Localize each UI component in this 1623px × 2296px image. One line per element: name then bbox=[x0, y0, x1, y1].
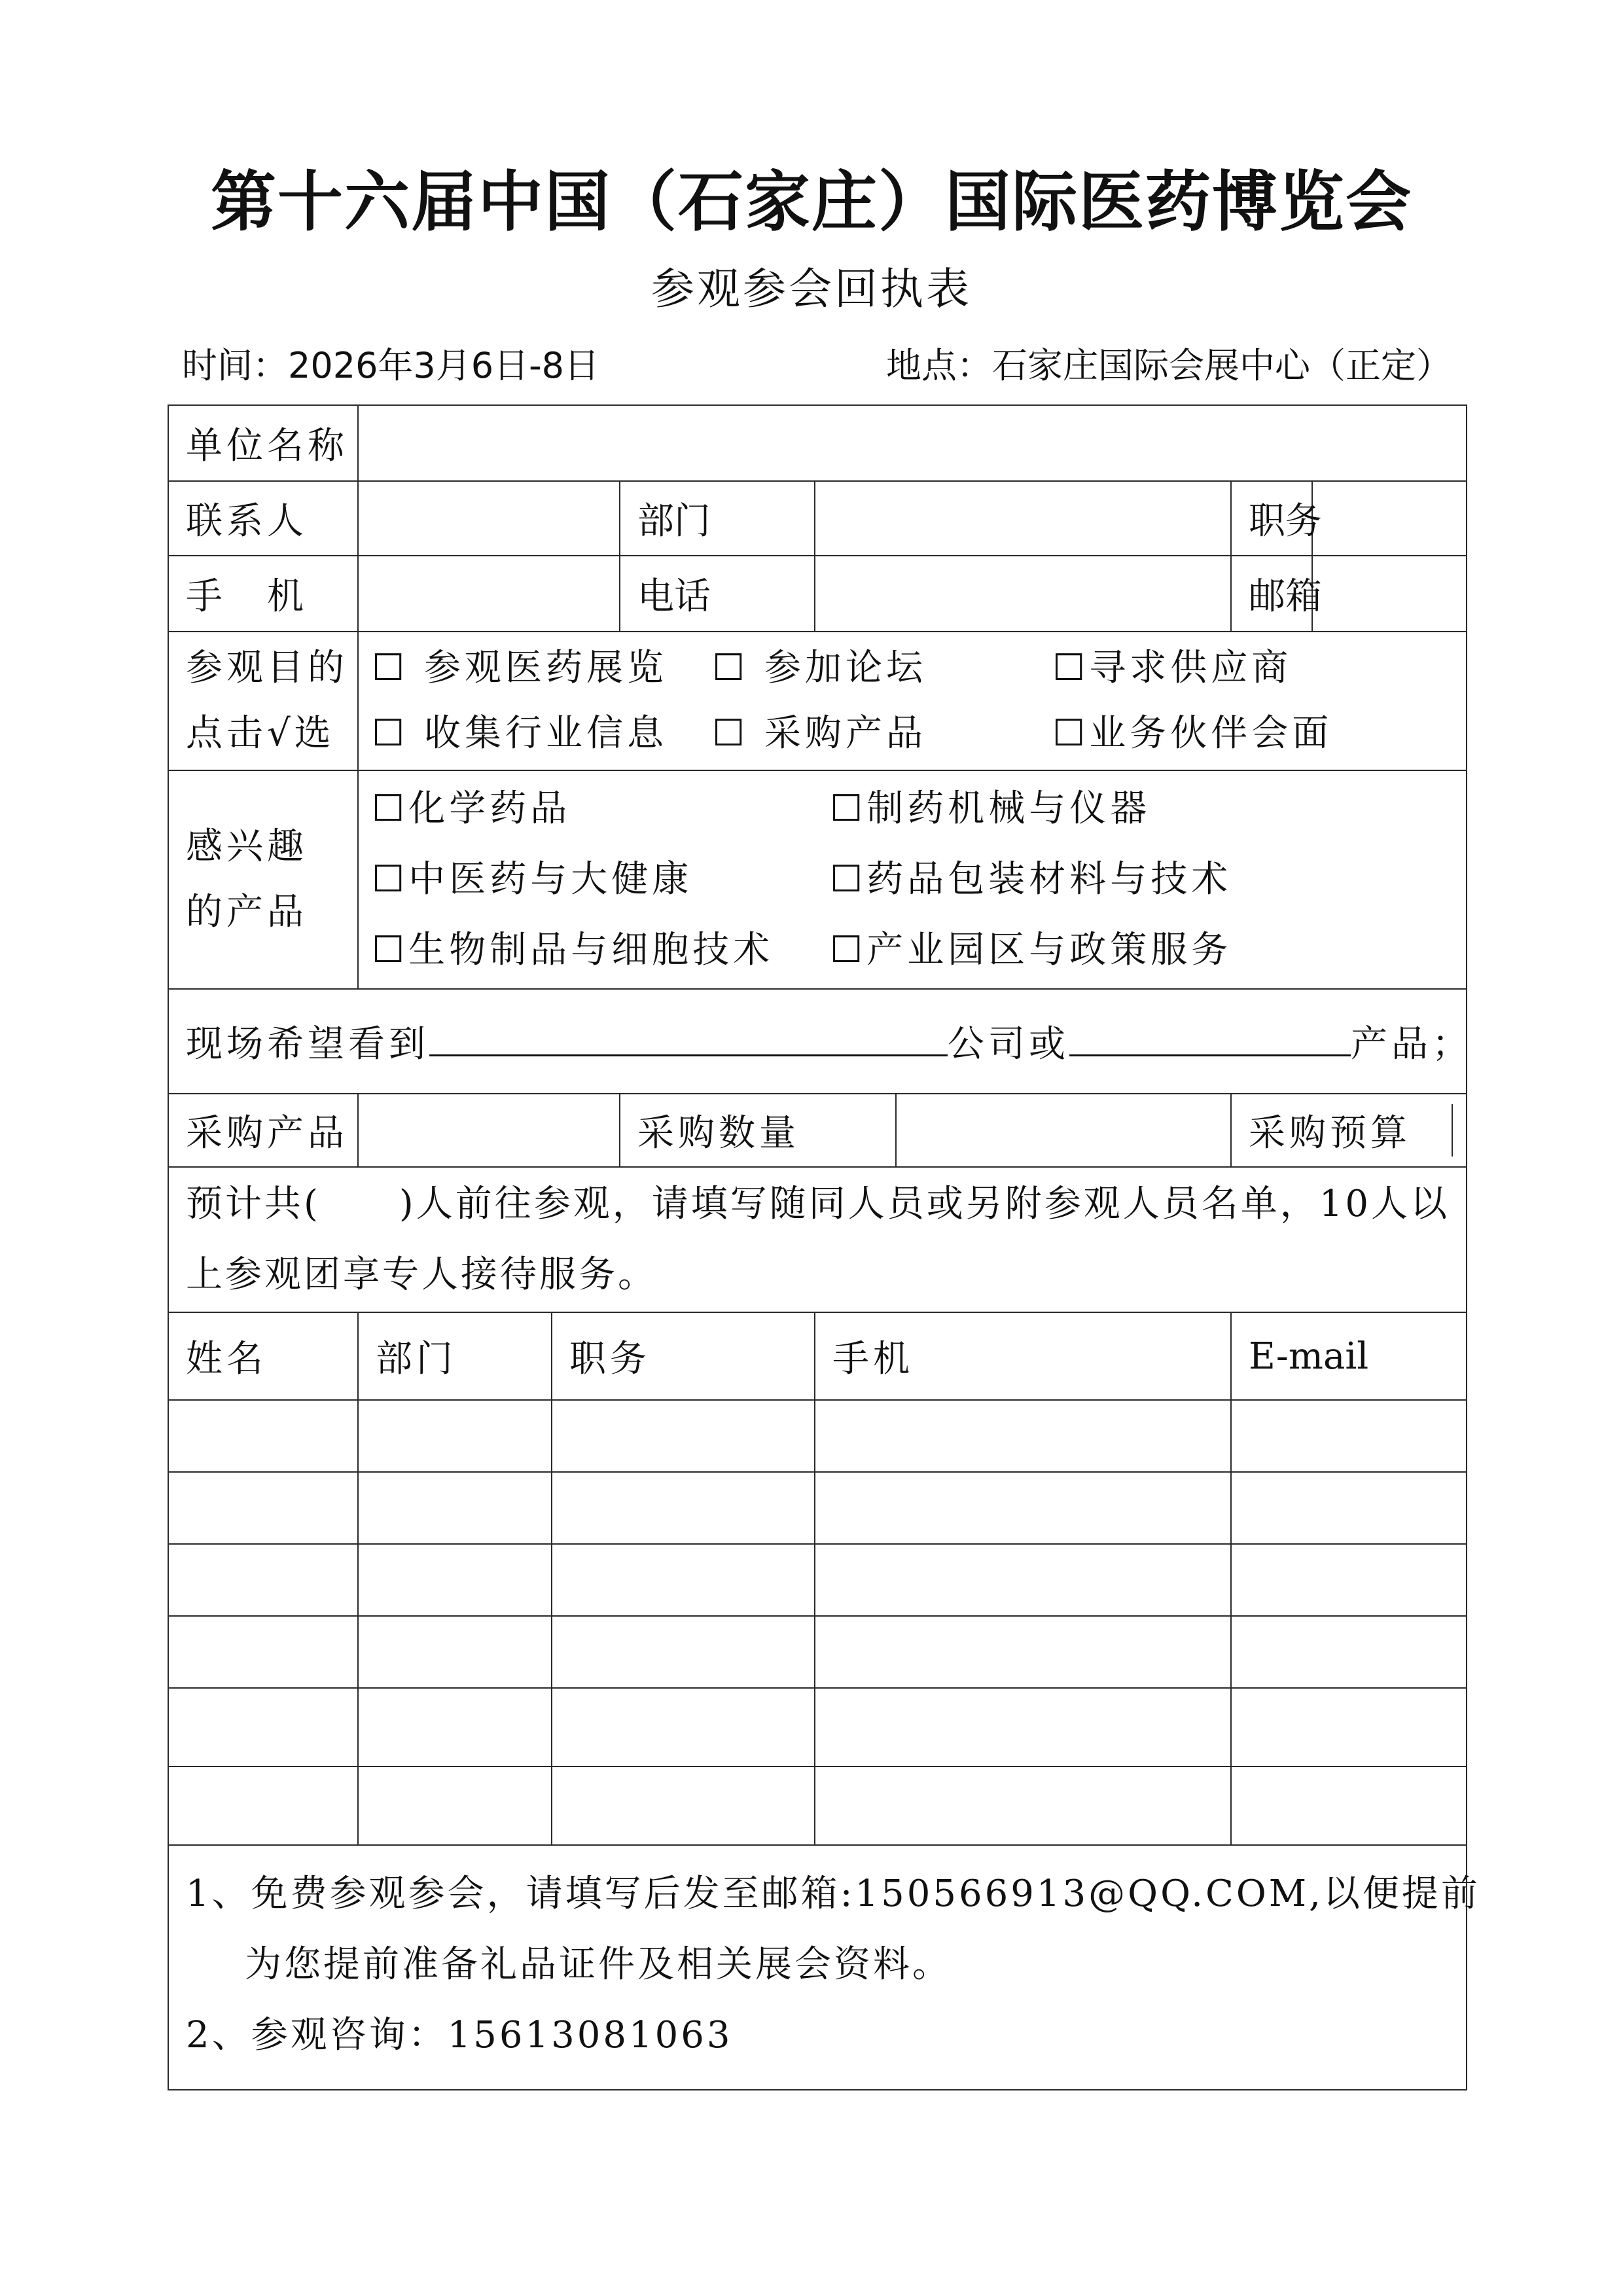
purchase-quantity-label: 采购数量 bbox=[620, 1094, 896, 1167]
group-note bbox=[168, 1167, 1467, 1312]
interest-label-line1: 感兴趣 bbox=[186, 825, 308, 868]
form-subtitle: 参观参会回执表 bbox=[651, 264, 972, 314]
email-label: 邮箱 bbox=[1231, 556, 1312, 632]
attendee-row bbox=[168, 1544, 1467, 1616]
purchase-quantity-field[interactable] bbox=[896, 1094, 1231, 1167]
event-time: 时间：2026年3月6日-8日 bbox=[182, 345, 599, 386]
wish-suffix: 产品； bbox=[1351, 1023, 1472, 1066]
position-label: 职务 bbox=[1231, 481, 1312, 556]
purchase-product-label: 采购产品 bbox=[168, 1094, 358, 1167]
attendee-department-cell[interactable] bbox=[358, 1400, 552, 1472]
wish-to-see-row bbox=[168, 989, 1472, 1094]
purpose-label-line1: 参观目的 bbox=[186, 647, 348, 689]
purchase-budget-label-text: 采购预算 bbox=[1249, 1104, 1453, 1157]
note-2: 2、参观咨询：15613081063 bbox=[186, 2014, 733, 2056]
attendee-email-cell[interactable] bbox=[1231, 1616, 1467, 1688]
interest-checkbox-pharma-machinery[interactable]: ☐制药机械与仪器 bbox=[830, 787, 1151, 830]
attendee-position-cell[interactable] bbox=[552, 1544, 815, 1616]
purpose-options bbox=[358, 632, 1467, 770]
attendee-email-cell[interactable] bbox=[1231, 1767, 1467, 1845]
attendee-mobile-cell[interactable] bbox=[815, 1472, 1231, 1544]
interest-label bbox=[168, 770, 358, 989]
attendee-mobile-cell[interactable] bbox=[815, 1400, 1231, 1472]
interest-checkbox-packaging[interactable]: ☐药品包装材料与技术 bbox=[830, 858, 1232, 901]
purpose-checkbox-partner-meeting[interactable]: ☐业务伙伴会面 bbox=[1052, 712, 1333, 755]
purchase-product-field[interactable] bbox=[358, 1094, 620, 1167]
interest-checkbox-biologics[interactable]: ☐生物制品与细胞技术 bbox=[372, 929, 774, 971]
mobile-label: 手 机 bbox=[168, 556, 358, 632]
attendee-header-mobile: 手机 bbox=[815, 1312, 1231, 1400]
purpose-options-row2 bbox=[372, 701, 1449, 766]
attendee-name-cell[interactable] bbox=[168, 1616, 358, 1688]
note-1-line2: 为您提前准备礼品证件及相关展会资料。 bbox=[245, 1943, 952, 1986]
group-note-line1: 预计共( )人前往参观，请填写随同人员或另附参观人员名单，10人以 bbox=[186, 1183, 1450, 1225]
interest-label-line2: 的产品 bbox=[186, 891, 308, 933]
email-field[interactable] bbox=[1312, 556, 1467, 632]
purpose-checkbox-purchase[interactable]: ☐ 采购产品 bbox=[712, 712, 927, 755]
wish-product-blank[interactable] bbox=[1069, 1023, 1351, 1056]
interest-options bbox=[358, 770, 1467, 989]
attendee-email-cell[interactable] bbox=[1231, 1472, 1467, 1544]
interest-checkbox-chemical-drugs[interactable]: ☐化学药品 bbox=[372, 787, 571, 830]
attendee-mobile-cell[interactable] bbox=[815, 1688, 1231, 1767]
contact-person-field[interactable] bbox=[358, 481, 620, 556]
attendee-position-cell[interactable] bbox=[552, 1472, 815, 1544]
interest-options-row3 bbox=[372, 915, 1449, 986]
wish-company-blank[interactable] bbox=[429, 1023, 948, 1056]
department-label: 部门 bbox=[620, 481, 815, 556]
attendee-header-row bbox=[168, 1312, 1467, 1400]
interest-options-row2 bbox=[372, 844, 1449, 915]
purpose-options-row1 bbox=[372, 636, 1449, 701]
purpose-label bbox=[168, 632, 358, 770]
attendee-department-cell[interactable] bbox=[358, 1472, 552, 1544]
contact-person-label: 联系人 bbox=[168, 481, 358, 556]
attendee-email-cell[interactable] bbox=[1231, 1544, 1467, 1616]
attendee-department-cell[interactable] bbox=[358, 1688, 552, 1767]
company-name-field[interactable] bbox=[358, 405, 1467, 481]
purpose-checkbox-industry-info[interactable]: ☐ 收集行业信息 bbox=[372, 712, 668, 755]
attendee-position-cell[interactable] bbox=[552, 1688, 815, 1767]
form-title: 第十六届中国（石家庄）国际医药博览会 bbox=[211, 164, 1412, 240]
wish-middle: 公司或 bbox=[948, 1023, 1069, 1066]
purchase-budget-label bbox=[1231, 1094, 1467, 1167]
attendee-department-cell[interactable] bbox=[358, 1767, 552, 1845]
attendee-name-cell[interactable] bbox=[168, 1400, 358, 1472]
purpose-checkbox-exhibition[interactable]: ☐ 参观医药展览 bbox=[372, 647, 668, 689]
attendee-email-cell[interactable] bbox=[1231, 1400, 1467, 1472]
position-field[interactable] bbox=[1312, 481, 1467, 556]
attendee-row bbox=[168, 1688, 1467, 1767]
attendee-row bbox=[168, 1400, 1467, 1472]
purpose-checkbox-forum[interactable]: ☐ 参加论坛 bbox=[712, 647, 927, 689]
attendee-mobile-cell[interactable] bbox=[815, 1544, 1231, 1616]
attendee-name-cell[interactable] bbox=[168, 1472, 358, 1544]
attendee-mobile-cell[interactable] bbox=[815, 1616, 1231, 1688]
mobile-field[interactable] bbox=[358, 556, 620, 632]
event-location: 地点：石家庄国际会展中心（正定） bbox=[886, 345, 1452, 386]
phone-label: 电话 bbox=[620, 556, 815, 632]
attendee-row bbox=[168, 1616, 1467, 1688]
attendee-email-cell[interactable] bbox=[1231, 1688, 1467, 1767]
attendee-header-position: 职务 bbox=[552, 1312, 815, 1400]
purpose-checkbox-supplier[interactable]: ☐寻求供应商 bbox=[1052, 647, 1293, 689]
registration-form-table bbox=[168, 404, 1480, 2090]
department-field[interactable] bbox=[815, 481, 1231, 556]
interest-checkbox-tcm-health[interactable]: ☐中医药与大健康 bbox=[372, 858, 693, 901]
interest-checkbox-industrial-park[interactable]: ☐产业园区与政策服务 bbox=[830, 929, 1232, 971]
attendee-name-cell[interactable] bbox=[168, 1544, 358, 1616]
attendee-position-cell[interactable] bbox=[552, 1400, 815, 1472]
group-note-line2: 上参观团享专人接待服务。 bbox=[186, 1253, 657, 1296]
attendee-department-cell[interactable] bbox=[358, 1616, 552, 1688]
note-1-line1: 1、免费参观参会，请填写后发至邮箱:150566913@QQ.COM,以便提前 bbox=[186, 1873, 1480, 1915]
attendee-name-cell[interactable] bbox=[168, 1767, 358, 1845]
attendee-row bbox=[168, 1472, 1467, 1544]
phone-field[interactable] bbox=[815, 556, 1231, 632]
attendee-row bbox=[168, 1767, 1467, 1845]
attendee-mobile-cell[interactable] bbox=[815, 1767, 1231, 1845]
notes-block bbox=[168, 1845, 1480, 2090]
attendee-position-cell[interactable] bbox=[552, 1767, 815, 1845]
purpose-label-line2: 点击√选 bbox=[186, 712, 335, 755]
wish-prefix: 现场希望看到 bbox=[186, 1023, 429, 1066]
interest-options-row1 bbox=[372, 774, 1449, 844]
attendee-header-name: 姓名 bbox=[168, 1312, 358, 1400]
attendee-position-cell[interactable] bbox=[552, 1616, 815, 1688]
attendee-name-cell[interactable] bbox=[168, 1688, 358, 1767]
attendee-department-cell[interactable] bbox=[358, 1544, 552, 1616]
attendee-header-email: E-mail bbox=[1231, 1312, 1467, 1400]
attendee-header-department: 部门 bbox=[358, 1312, 552, 1400]
company-name-label: 单位名称 bbox=[168, 405, 358, 481]
